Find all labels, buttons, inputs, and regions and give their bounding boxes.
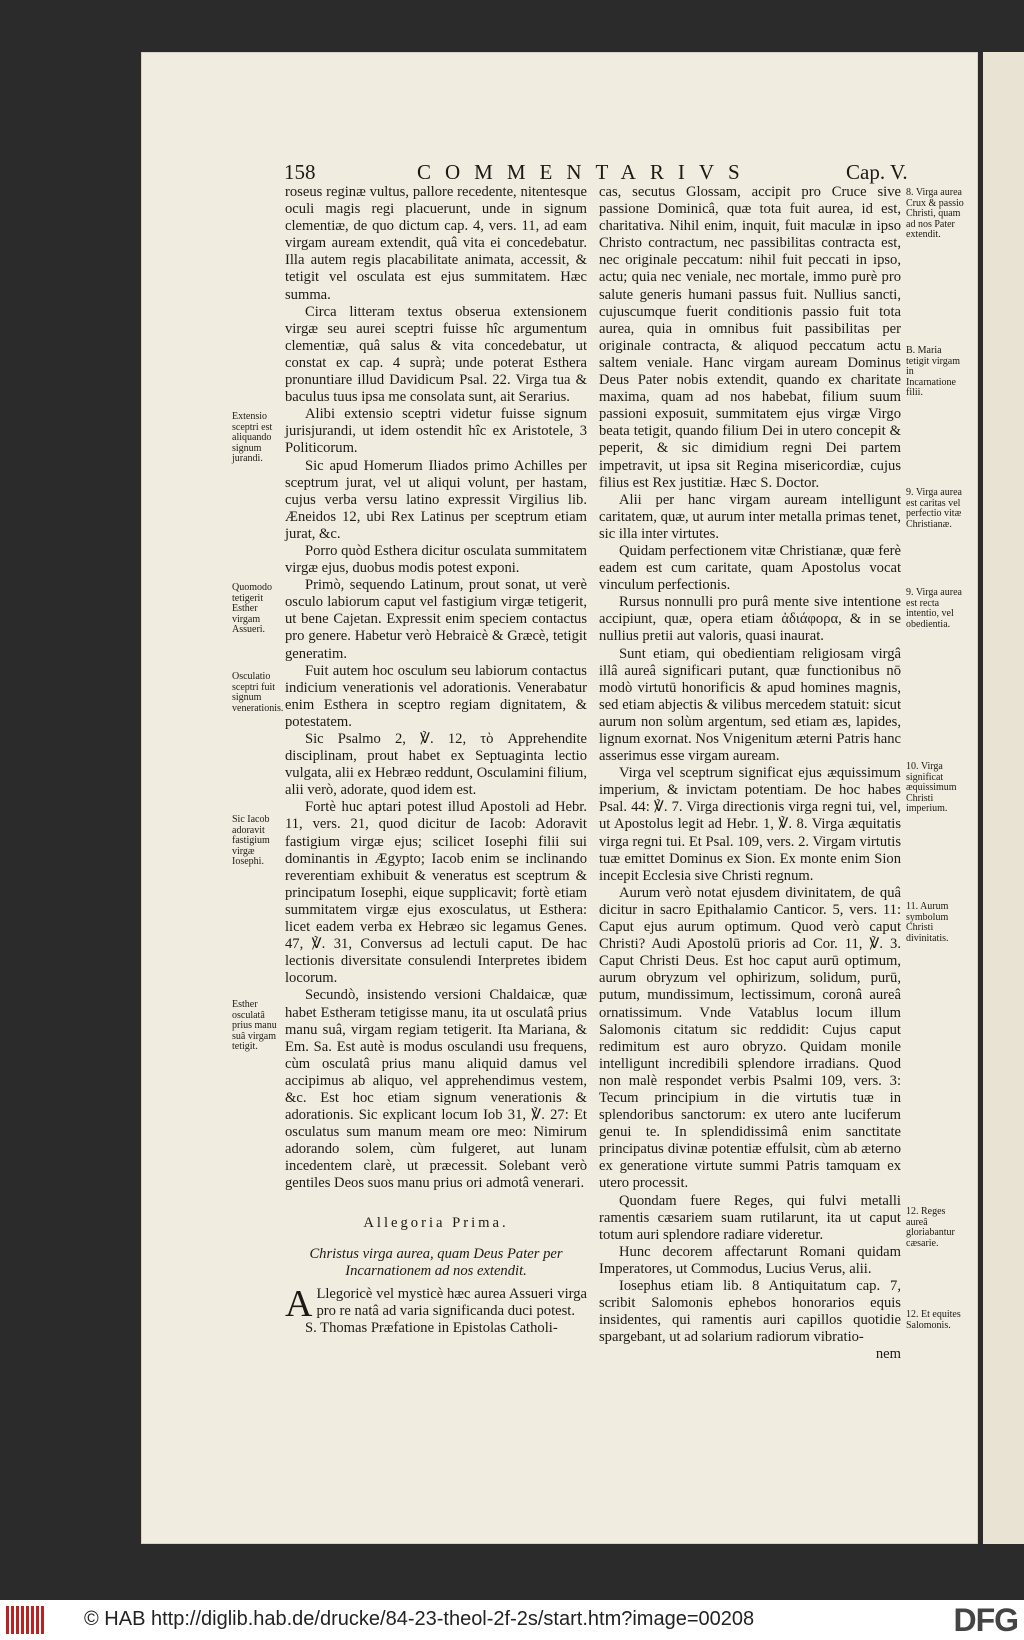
paragraph: Sic Psalmo 2, ℣. 12, τὸ Apprehendite disciplinam, prout habet ex Septuaginta lectio vulgata, alii ex Hebræo reddunt, Osculamini filium, alii verò, adorate, quod idem est.: [285, 731, 587, 799]
chapter-label: Cap. V.: [846, 160, 908, 184]
paragraph: Porro quòd Esthera dicitur osculata summitatem virgæ ejus, duobus modis potest exponi.: [285, 542, 587, 577]
paragraph: Aurum verò notat ejusdem divinitatem, de quâ dicitur in sacro Epithalamio Canticor. 5, vers. 11: Caput ejus aurum optimum. Quod verò caput Christi? Audi Apostolū prioris ad Cor. 11, ℣. 3. Caput Christi Deus. Est hoc caput aurū optimum, aurum obryzum vel ophirizum, solidum, purū, putum, mundissimum, lectissimum, coronâ aureâ ornatissimum. Vnde Vatablus locum illum Salomonis citatum sic reddidit: Cujus caput redimitum est auro obryzo. Quidam monile intelligunt incredibili splendore irradians. Quod non malè respondet verbis Psalmi 109, vers. 3: Tecum principium in die virtutis tuæ in splendoribus sanctorum: ex utero ante luciferum genui te. In splendidissimâ enim sanctitate principatus divinæ potentiæ effulsit, cùm ab æterno ex generatione virtute summi Patris tamquam ex utero processit.: [599, 884, 901, 1192]
paragraph-text: Llegoricè vel mysticè hæc aurea Assueri virga pro re natâ ad varia significanda duci potest.: [316, 1285, 587, 1319]
paragraph: Iosephus etiam lib. 8 Antiquitatum cap. 7, scribit Salomonis ephebos honorarios equis insidentes, qui ramentis auri capillos quotidie spargebant, ut ad solarium radiorum vibratio-: [599, 1278, 901, 1346]
paragraph: Secundò, insistendo versioni Chaldaicæ, quæ habet Estheram tetigisse manu, ita ut osculatâ prius manu suâ, virgam regiam tetigerit. Ita Mariana, & Em. Sa. Est autè is modus osculandi usu frequens, cùm osculatâ prius manu aliquid damus vel accipimus ab aliquo, vel apprehendimus vestem, &c. Est hoc etiam signum venerationis & adorationis. Sic explicant locum Iob 31, ℣. 27: Et osculatus sum manum meam ore meo: Nimirum adorando solem, cùm fulgeret, aut lunam incedentem clarè, ut præcessit. Solebant verò gentiles Deos suos manu prius ori admotâ venerari.: [285, 987, 587, 1192]
left-text-column: [285, 184, 587, 1337]
margin-note: B. Maria tetigit virgam in Incarnatione filii.: [906, 345, 960, 398]
paragraph: Circa litteram textus obserua extensionem virgæ seu aurei sceptri fuisse hîc argumentum clementiæ, quâ salus & vita concedebatur, ut constat ex cap. 4 suprà; unde poterat Esthera pronuntiare illud Davidicum Psal. 22. Virga tua & baculus tuus ipsa me consolata sunt, ait Serarius.: [285, 303, 587, 406]
paragraph: Hunc decorem affectarunt Romani quidam Imperatores, ut Commodus, Lucius Verus, alii.: [599, 1243, 901, 1277]
drop-cap: A: [285, 1282, 313, 1325]
paragraph: Fuit autem hoc osculum seu labiorum contactus indicium venerationis vel adorationis. Venerabatur enim Esthera in sceptro regiam dignitatem, & potestatem.: [285, 662, 587, 730]
section-heading: Allegoria Prima.: [363, 1214, 509, 1231]
paragraph: Fortè huc aptari potest illud Apostoli ad Hebr. 11, vers. 21, quod dicitur de Iacob: Adoravit fastigium virgæ ejus; scilicet Iosephi filii sui dominantis in Ægypto; Iacob enim se inclinando reverentiam exhibuit & veneratus est sceptrum & principatum Iosephi, eique supplicavit; fortè etiam summitatem virgæ ejus exosculatus, ut Esthera: licet eadem verba ex Hebræo sic legamus Genes. 47, ℣. 31, Conversus ad lectuli caput. De hac lectionis diversitate consulendi Interpretes ibidem locorum.: [285, 799, 587, 987]
paragraph: Quondam fuere Reges, qui fulvi metalli ramentis cæsariem suam rutilarunt, ita ut caput totum auri splendore radiare videretur.: [599, 1192, 901, 1243]
paragraph: [285, 1282, 587, 1325]
running-title: COMMENTARIVS: [417, 160, 754, 184]
paragraph: Alibi extensio sceptri videtur fuisse signum jurisjurandi, ut idem ostendit hîc ex Aristotele, 3 Politicorum.: [285, 406, 587, 457]
paragraph: roseus reginæ vultus, pallore recedente, nitentesque oculi magis regi placuerunt, unde in signum clementiæ, de quo dictum cap. 4, vers. 11, ad eam virgam auream extendit, quâ vita ei concedebatur. Illa autem regis placabilitate animata, accessit, & tetigit vel osculata est ejus summitatem. Hæc summa.: [285, 184, 587, 303]
paragraph: Rursus nonnulli pro purâ mente sive intentione accipiunt, quæ, opera etiam ἀδιάφορα, & in se nullius pretii aut valoris, quasi inaurat.: [599, 594, 901, 645]
margin-note: 9. Virga aurea est caritas vel perfectio vitæ Christianæ.: [906, 487, 962, 530]
margin-note: 10. Virga significat æquissimum Christi imperium.: [906, 761, 957, 814]
margin-note: 11. Aurum symbolum Christi divinitatis.: [906, 901, 949, 944]
paragraph: Virga vel sceptrum significat ejus æquissimum imperium, & invictam potentiam. De hoc habes Psal. 44: ℣. 7. Virga directionis virga regni tui, vel, ut Apostolus legit ad Hebr. 1, ℣. 8. Virga æquitatis virga regni tui. Et Psal. 109, vers. 2. Virgam virtutis tuæ emittet Dominus ex Sion. Ex monte enim Sion incepit Ecclesia sive Christi regnum.: [599, 765, 901, 884]
barcode-icon: [6, 1606, 46, 1634]
adjacent-page-edge: [983, 52, 1024, 1544]
margin-note: Esther osculatâ prius manu suâ virgam tetigit.: [232, 999, 277, 1052]
margin-note: 8. Virga aurea Crux & passio Christi, quam ad nos Pater extendit.: [906, 187, 964, 240]
paragraph: Alii per hanc virgam auream intelligunt caritatem, quæ, ut aurum inter metalla primas tenet, sic illa inter virtutes.: [599, 491, 901, 542]
margin-note: 12. Et equites Salomonis.: [906, 1309, 961, 1331]
page-number: 158: [284, 160, 316, 184]
viewer-footer: [0, 1600, 1024, 1640]
paragraph: cas, secutus Glossam, accipit pro Cruce sive passione Dominicâ, quæ tota fuit aurea, id est, charitativa. Nihil enim, inquit, fuit maculæ in ipso Christo contractum, nec passibilitas contracta est, nec originale peccatum: nihil fuit peccati in ipso, actu; quia nec veniale, nec mortale, immo purè pro salute generis humani passus fuit. Nullius sancti, cujuscumque fuerit conditionis passio fuit tota aurea, quia in omnibus fuit passibilitas per originale contracta, & aliquod peccatum actu saltem veniale. Hanc virgam auream Dominus Deus Pater nobis extendit, quando ex charitate maxima, quam ad nos habebat, filium suum passioni exposuit, summitatem ejus virgæ Virgo beata tetigit, quando filium Dei in utero concepit & peperit, & sic dimidium regni Dei partem impetravit, ut ipsa sit Regina misericordiæ, cujus filius est Rex justitiæ. Hæc S. Doctor.: [599, 184, 901, 491]
margin-note: Osculatio sceptri fuit signum venerationis.: [232, 671, 284, 714]
source-url[interactable]: © HAB http://diglib.hab.de/drucke/84-23-theol-2f-2s/start.htm?image=00208: [84, 1608, 755, 1630]
paragraph: S. Thomas Præfatione in Epistolas Catholi-: [305, 1320, 558, 1336]
margin-note: 9. Virga aurea est recta intentio, vel obedientia.: [906, 587, 962, 630]
right-text-column: [599, 184, 901, 1363]
paragraph: Primò, sequendo Latinum, prout sonat, ut verè osculo labiorum caput vel fastigium virgæ tetigerit, ut bene Cajetan. Expressit enim speciem contactus pro genere. Habetur verò Hebraicè & Græcè, tetigit generatim.: [285, 577, 587, 662]
margin-note: 12. Reges aureâ gloriabantur cæsarie.: [906, 1206, 955, 1249]
paragraph: Quidam perfectionem vitæ Christianæ, quæ ferè eadem est cum caritate, quam Apostolus vocat vinculum perfectionis.: [599, 542, 901, 594]
section-subtitle: Christus virga aurea, quam Deus Pater per Incarnationem ad nos extendit.: [309, 1245, 563, 1279]
dfg-logo: DFG: [953, 1602, 1018, 1638]
margin-note: Sic Iacob adoravit fastigium virgæ Iosephi.: [232, 814, 270, 867]
catchword: nem: [875, 1346, 901, 1363]
paragraph: Sic apud Homerum Iliados primo Achilles per sceptrum jurat, vel ut aliqui volunt, per hastam, cujus verba versu latino expressit Virgilius lib. Æneidos 12, ubi Rex Latinus per sceptrum etiam jurat, &c.: [285, 457, 587, 542]
margin-note: Extensio sceptri est aliquando signum jurandi.: [232, 411, 273, 464]
paragraph: Sunt etiam, qui obedientiam religiosam virgâ illâ aureâ significari putant, quæ functionibus nō modò virtutū honorificis & apud homines magnis, sed etiam abjectis & vilibus mercedem statuit: sicut aurum non solùm argentum, sed etiam æs, lapides, lignum exornat. Nos Vnigenitum æterni Patris hanc asserimus esse virgam auream.: [599, 645, 901, 765]
margin-note: Quomodo tetigerit Esther virgam Assueri.: [232, 582, 272, 635]
